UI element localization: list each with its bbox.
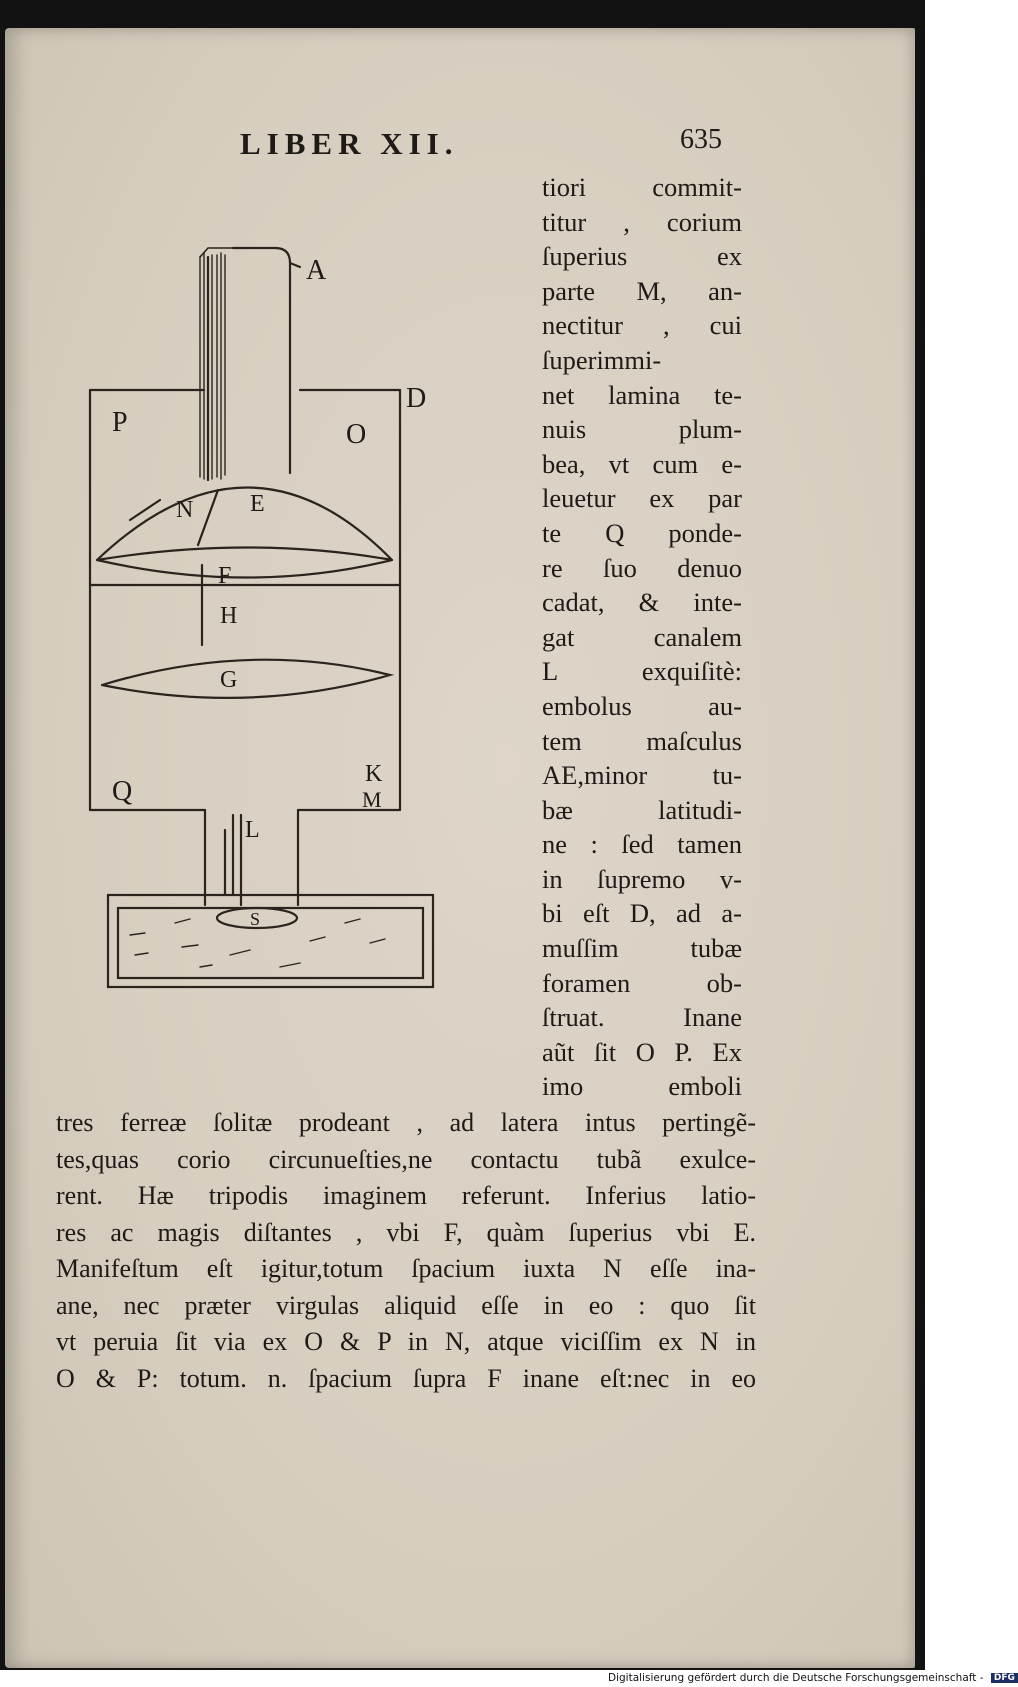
dfg-logo: DFG — [991, 1673, 1018, 1683]
side-line: embolus au- — [542, 690, 742, 721]
side-line: ſtruat. Inane — [542, 1002, 742, 1033]
pump-diagram-svg — [100, 255, 480, 1065]
label-h: H — [220, 603, 238, 629]
label-k: K — [365, 761, 383, 787]
side-column-text — [542, 170, 742, 1104]
side-line: ſuperimmi- — [542, 344, 662, 375]
label-q: Q — [112, 776, 133, 807]
side-line: nectitur , cui — [542, 310, 742, 341]
label-g: G — [220, 667, 238, 693]
side-line: muſſim tubæ — [542, 933, 742, 964]
label-f: F — [218, 563, 232, 589]
digitization-credit — [608, 1672, 1018, 1684]
label-s: S — [250, 909, 261, 929]
side-line: re ſuo denuo — [542, 552, 742, 583]
side-line: tem maſculus — [542, 725, 742, 756]
lens-g — [102, 660, 390, 698]
side-line: imo emboli — [542, 1071, 742, 1102]
side-line: ſuperius ex — [542, 241, 742, 272]
text-line: rent. Hæ tripodis imaginem referunt. Inferius latio- — [56, 1181, 756, 1210]
side-line: ne : ſed tamen — [542, 829, 742, 860]
lens-f — [97, 548, 392, 578]
side-line: tiori commit- — [542, 172, 742, 202]
text-line: vt peruia ſit via ex O & P in N, atque viciſſim ex N in — [56, 1327, 756, 1356]
label-d: D — [406, 383, 427, 414]
pump-diagram — [100, 255, 480, 1065]
side-line: gat canalem — [542, 621, 742, 652]
basin-inner — [118, 908, 423, 978]
label-l: L — [245, 817, 260, 843]
text-line: tes,quas corio circunueſties,ne contactu tubã exulce- — [56, 1144, 756, 1174]
tripod-leg-e — [198, 490, 218, 545]
label-n: N — [176, 497, 194, 523]
label-a: A — [306, 255, 327, 286]
text-line: O & P: totum. n. ſpacium ſupra F inane eſt:nec in eo — [56, 1363, 756, 1393]
label-p: P — [112, 407, 128, 438]
side-line: foramen ob- — [542, 967, 742, 998]
side-line: in ſupremo v- — [542, 863, 742, 894]
side-line: L exquiſitè: — [542, 656, 742, 687]
label-m: M — [362, 787, 382, 812]
side-line: aũt ſit O P. Ex — [542, 1036, 742, 1067]
side-line: cadat, & inte- — [542, 587, 742, 618]
side-line: te Q ponde- — [542, 517, 742, 548]
page-number: 635 — [680, 124, 722, 155]
full-width-text — [56, 1105, 756, 1397]
rod-hatching — [200, 253, 225, 479]
pointer-a — [290, 263, 300, 267]
side-line: titur , corium — [542, 206, 742, 237]
side-line: nuis plum- — [542, 414, 742, 445]
side-line: bi eſt D, ad a- — [542, 898, 742, 929]
text-line: ane, nec præter virgulas aliquid eſſe in eo : quo ſit — [56, 1290, 756, 1320]
side-line: net lamina te- — [542, 379, 742, 410]
label-o: O — [346, 419, 367, 450]
running-header: LIBER XII. — [240, 126, 459, 161]
text-line: Manifeſtum eſt igitur,totum ſpacium iuxta N eſſe ina- — [56, 1254, 756, 1283]
text-line: tres ferreæ ſolitæ prodeant , ad latera intus pertingẽ- — [56, 1108, 756, 1137]
tripod-leg-n — [130, 500, 160, 520]
side-line: bea, vt cum e- — [542, 448, 742, 479]
label-e: E — [250, 491, 265, 517]
side-line: parte M, an- — [542, 275, 742, 306]
side-line: bæ latitudi- — [542, 794, 742, 825]
side-line: leuetur ex par — [542, 483, 742, 514]
dome-e — [97, 488, 392, 561]
credit-text: Digitalisierung gefördert durch die Deutsche Forschungsgemeinschaft - — [608, 1672, 984, 1684]
side-line: AE,minor tu- — [542, 760, 742, 791]
text-line: res ac magis diſtantes , vbi F, quàm ſuperius vbi E. — [56, 1217, 756, 1247]
